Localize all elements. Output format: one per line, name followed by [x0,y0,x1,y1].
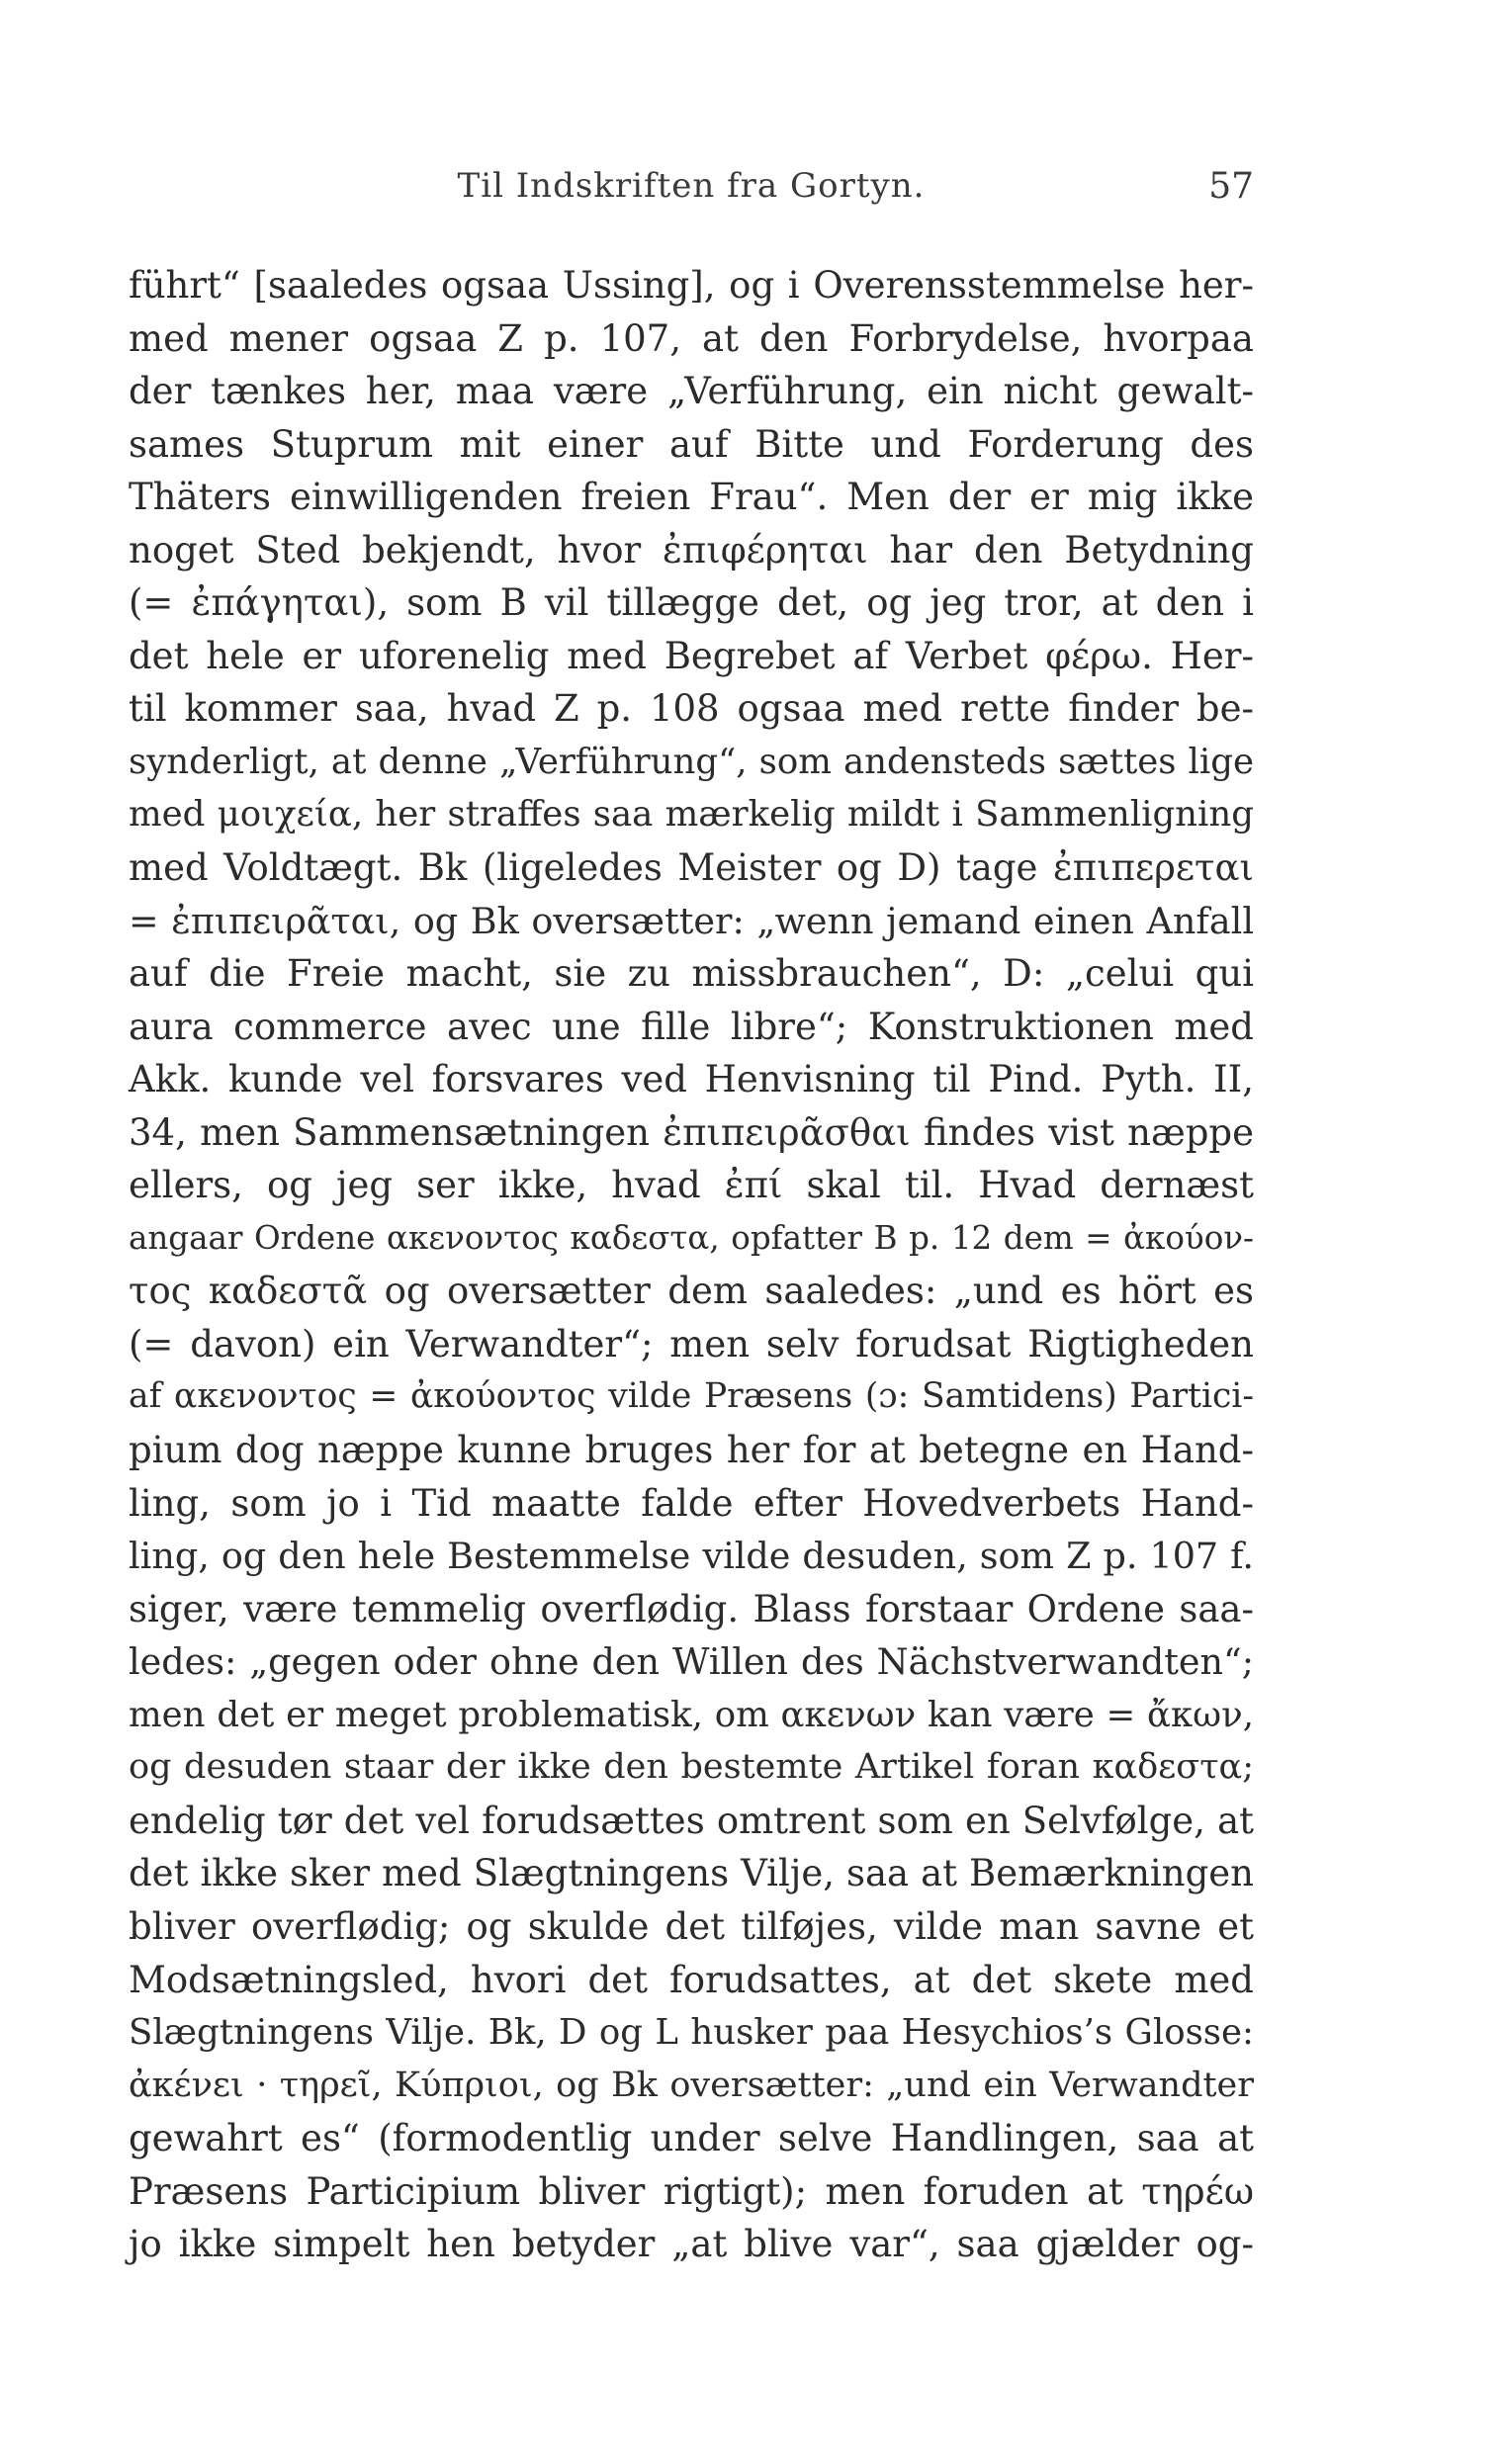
text-line: ellers, og jeg ser ikke, hvad ἐπί skal til. Hvad dernæst [129,1164,1254,1207]
text-line: führt“ [saaledes ogsaa Ussing], og i Overensstemmelse her- [129,264,1254,307]
text-line: aura commerce avec une fille libre“; Konstruktionen med [129,1005,1254,1048]
text-line: (= ἐπάγηται), som B vil tillægge det, og jeg tror, at den i [129,581,1254,625]
text-line: ledes: „gegen oder ohne den Willen des Nächstverwandten“; [129,1640,1254,1684]
body-text [129,259,1254,2271]
text-line: siger, være temmelig overflødig. Blass forstaar Ordene saa- [129,1587,1254,1630]
text-line: ling, som jo i Tid maatte falde efter Hovedverbets Hand- [129,1481,1254,1525]
text-line: af ακενοντος = ἀκούοντος vilde Præsens (ɔ: Samtidens) Partici- [129,1376,1254,1417]
page-number: 57 [1208,166,1254,207]
text-line: det hele er uforenelig med Begrebet af Verbet φέρω. Her- [129,634,1254,677]
text-line: (= davon) ein Verwandter“; men selv forudsat Rigtigheden [129,1322,1254,1365]
text-line: til kommer saa, hvad Z p. 108 ogsaa med rette finder be- [129,687,1254,731]
text-line: pium dog næppe kunne bruges her for at betegne en Hand- [129,1429,1254,1472]
text-line: der tænkes her, maa være „Verführung, ein nicht gewalt- [129,370,1254,413]
running-title: Til Indskriften fra Gortyn. [457,166,926,206]
running-head [129,166,1254,214]
text-line: Modsætningsled, hvori det forudsattes, at det skete med [129,1958,1254,2001]
text-line: angaar Ordene ακενοντος καδεστα, opfatter B p. 12 dem = ἀκούον- [129,1218,1254,1257]
text-line: med μοιχεία, her straffes saa mærkelig mildt i Sammenligning [129,794,1254,836]
text-line: ἀκένει · τηρεῖ, Κύπριοι, og Bk oversætter: „und ein Verwandter [129,2065,1254,2105]
text-line: Slægtningens Vilje. Bk, D og L husker paa Hesychios’s Glosse: [129,2012,1254,2054]
text-line: Akk. kunde vel forsvares ved Henvisning til Pind. Pyth. II, [129,1058,1254,1101]
text-line: endelig tør det vel forudsættes omtrent som en Selvfølge, at [129,1799,1254,1842]
text-line: = ἐπιπειρᾶται, og Bk oversætter: „wenn jemand einen Anfall [129,899,1254,942]
text-line: 34, men Sammensætningen ἐπιπειρᾶσθαι findes vist næppe [129,1110,1254,1154]
text-line: men det er meget problematisk, om ακενων kan være = ἄκων, [129,1694,1254,1735]
text-line: og desuden staar der ikke den bestemte Artikel foran καδεστα; [129,1747,1254,1788]
text-line: jo ikke simpelt hen betyder „at blive var“, saa gjælder og- [129,2223,1254,2266]
text-line: Præsens Participium bliver rigtigt); men foruden at τηρέω [129,2169,1254,2213]
text-line: τος καδεστᾶ og oversætter dem saaledes: „und es hört es [129,1270,1254,1313]
text-line: med Voldtægt. Bk (ligeledes Meister og D) tage ἐπιπερεται [129,846,1254,890]
text-line: synderligt, at denne „Verführung“, som andensteds sættes lige [129,741,1254,782]
text-line: noget Sted bekjendt, hvor ἐπιφέρηται har den Betydning [129,528,1254,572]
text-line: ling, og den hele Bestemmelse vilde desuden, som Z p. 107 f. [129,1535,1254,1578]
text-line: Thäters einwilligenden freien Frau“. Men der er mig ikke [129,476,1254,519]
text-line: gewahrt es“ (formodentlig under selve Handlingen, saa at [129,2117,1254,2160]
text-line: sames Stuprum mit einer auf Bitte und Forderung des [129,422,1254,466]
text-line: auf die Freie macht, sie zu missbrauchen“, D: „celui qui [129,952,1254,996]
text-line: med mener ogsaa Z p. 107, at den Forbrydelse, hvorpaa [129,316,1254,360]
text-line: det ikke sker med Slægtningens Vilje, saa at Bemærkningen [129,1852,1254,1895]
text-line: bliver overflødig; og skulde det tilføjes, vilde man savne et [129,1904,1254,1948]
